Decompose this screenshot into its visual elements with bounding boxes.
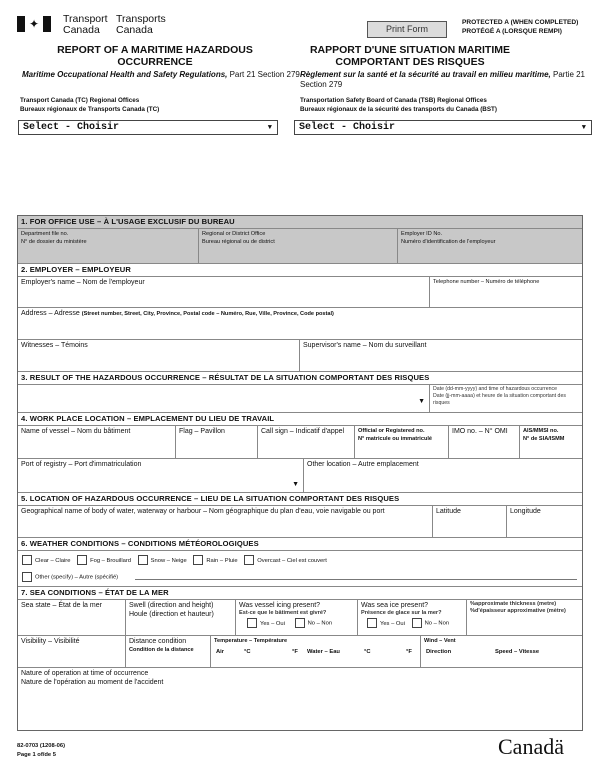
address-field[interactable]: Address – Adresse (Street number, Street, City, Province, Postal code – Numéro, Rue, Ville, Province, Code postal)	[18, 308, 582, 340]
water-temp-label: Water – Eau	[307, 649, 340, 655]
witnesses-field[interactable]: Witnesses – Témoins	[18, 340, 300, 371]
wind-speed-input[interactable]: Speed – Vitesse	[495, 649, 540, 655]
weather-other-option[interactable]: Other (specify) – Autre (spécifié)	[22, 572, 577, 582]
checkbox[interactable]	[138, 555, 148, 565]
sea-row-2	[18, 636, 582, 668]
tsb-offices-label: Transportation Safety Board of Canada (TSB) Regional Offices Bureaux régionaux de la sécurité des transports du Canada (BST)	[300, 97, 498, 113]
checkbox[interactable]	[244, 555, 254, 565]
regulation-en: Maritime Occupational Health and Safety Regulations, Part 21 Section 279	[22, 70, 300, 79]
tc-office-select[interactable]: Select - Choisir ▼	[18, 120, 278, 135]
print-form-button[interactable]: Print Form	[367, 21, 447, 38]
title-fr: RAPPORT D'UNE SITUATION MARITIME COMPORTANT DES RISQUES	[309, 44, 511, 68]
weather-clear-option[interactable]: Clear – Claire	[22, 558, 75, 564]
form-footer	[17, 742, 65, 760]
weather-row	[18, 551, 582, 587]
section-1-header: 1. FOR OFFICE USE – À L'USAGE EXCLUSIF DU BUREAU	[18, 216, 582, 229]
sea-ice-yes-checkbox[interactable]	[367, 618, 377, 628]
latitude-field[interactable]: Latitude	[433, 506, 507, 537]
page-indicator: Page 1 of/de 5	[17, 752, 56, 758]
report-form	[17, 215, 583, 731]
canada-wordmark-icon: Canadä	[498, 734, 564, 759]
regulation-fr: Règlement sur la santé et la sécurité au travail en milieu maritime, Partie 21 Section 279	[300, 70, 586, 89]
section-5-header: 5. LOCATION OF HAZARDOUS OCCURRENCE – LIEU DE LA SITUATION COMPORTANT DES RISQUES	[18, 493, 582, 506]
weather-rain-option[interactable]: Rain – Pluie	[193, 558, 242, 564]
wind-direction-input[interactable]: Direction	[426, 649, 452, 655]
witness-row	[18, 340, 582, 372]
air-fahrenheit-input[interactable]: °F	[292, 649, 298, 655]
port-of-registry-select[interactable]: Port of registry – Port d'immatriculation ▼	[18, 459, 304, 492]
form-number: 82-0703 (1208-06)	[17, 743, 66, 749]
port-row	[18, 459, 582, 493]
chevron-down-icon: ▼	[292, 481, 299, 488]
flag-field[interactable]: Flag – Pavillon	[176, 426, 258, 458]
ice-thickness-field[interactable]: %approximate thickness (metre) %d'épaisseur approximative (mètre)	[470, 601, 566, 614]
imo-number-field[interactable]: IMO no. – N° OMI	[449, 426, 520, 458]
visibility-field[interactable]: Visibility – Visibilité	[18, 636, 126, 667]
checkbox[interactable]	[193, 555, 203, 565]
section-2-header: 2. EMPLOYER – EMPLOYEUR	[18, 264, 582, 277]
weather-overcast-option[interactable]: Overcast – Ciel est couvert	[244, 558, 327, 564]
telephone-field[interactable]: Telephone number – Numéro de téléphone	[433, 279, 540, 285]
longitude-field[interactable]: Longitude	[510, 508, 541, 515]
icing-no-checkbox[interactable]	[295, 618, 305, 628]
employer-id-field[interactable]: Employer ID No. Numéro d'identification de l'employeur	[401, 231, 496, 245]
tc-offices-label: Transport Canada (TC) Regional Offices Bureaux régionaux de Transports Canada (TC)	[20, 97, 160, 113]
water-fahrenheit-input[interactable]: °F	[406, 649, 412, 655]
protected-notice: PROTECTED A (WHEN COMPLETED) PROTÉGÉ A (LORSQUE REMPI)	[462, 19, 579, 35]
air-celsius-input[interactable]: °C	[244, 649, 251, 655]
regional-office-field[interactable]: Regional or District Office Bureau régional ou de district	[199, 229, 398, 263]
chevron-down-icon: ▼	[418, 398, 425, 405]
employer-name-field[interactable]: Employer's name – Nom de l'employeur	[18, 277, 430, 307]
weather-snow-option[interactable]: Snow – Neige	[138, 558, 192, 564]
dept-name-en: Transport Canada	[63, 13, 108, 36]
section-1-row	[18, 229, 582, 264]
distance-condition-field[interactable]: Distance condition Condition de la distance	[126, 636, 211, 667]
chevron-down-icon: ▼	[267, 124, 272, 132]
weather-options	[22, 555, 327, 565]
geographical-name-field[interactable]: Geographical name of body of water, waterway or harbour – Nom géographique du plan d'eau, voie navigable ou port	[18, 506, 433, 537]
icing-yes-checkbox[interactable]	[247, 618, 257, 628]
sea-state-field[interactable]: Sea state – État de la mer	[18, 600, 126, 635]
wind-field: Wind – Vent Direction Speed – Vitesse	[424, 638, 540, 655]
checkbox[interactable]	[22, 555, 32, 565]
section-3-header: 3. RESULT OF THE HAZARDOUS OCCURRENCE – RÉSULTAT DE LA SITUATION COMPORTANT DES RISQUES	[18, 372, 582, 385]
vessel-icing-field: Was vessel icing present? Est-ce que le bâtiment est givré? Yes – Oui No – Non	[236, 600, 358, 635]
weather-fog-option[interactable]: Fog – Brouillard	[77, 558, 136, 564]
other-location-field[interactable]: Other location – Autre emplacement	[307, 461, 419, 468]
section-4-header: 4. WORK PLACE LOCATION – EMPLACEMENT DU LIEU DE TRAVAIL	[18, 413, 582, 426]
result-row	[18, 385, 582, 413]
checkbox[interactable]	[22, 572, 32, 582]
department-file-field[interactable]: Department file no. N° de dossier du ministère	[18, 229, 199, 263]
occurrence-date-field[interactable]: Date (dd-mm-yyyy) and time of hazardous occurrence Date (jj-mm-aaaa) et heure de la situation comportant des risques	[433, 386, 566, 406]
official-number-field[interactable]: Official or Registered no. N° matricule ou immatriculé	[355, 426, 449, 458]
sea-row-1	[18, 600, 582, 636]
sea-ice-field: Was sea ice present? Présence de glace sur la mer? Yes – Oui No – Non	[358, 600, 467, 635]
ais-mmsi-field[interactable]: AIS/MMSI no. N° de SIA/ISMM	[523, 428, 565, 442]
canada-flag-icon: ✦	[17, 16, 51, 32]
swell-field[interactable]: Swell (direction and height) Houle (direction et hauteur)	[126, 600, 236, 635]
title-en: REPORT OF A MARITIME HAZARDOUS OCCURRENCE	[57, 44, 253, 68]
supervisor-field[interactable]: Supervisor's name – Nom du surveillant	[303, 342, 427, 349]
vessel-name-field[interactable]: Name of vessel – Nom du bâtiment	[18, 426, 176, 458]
nature-of-operation-field[interactable]: Nature of operation at time of occurrence Nature de l'opération au moment de l'accident	[21, 670, 164, 686]
temperature-field: Temperature – Température Air °C °F Water – Eau °C °F	[211, 636, 421, 667]
call-sign-field[interactable]: Call sign – Indicatif d'appel	[258, 426, 355, 458]
tsb-office-select[interactable]: Select - Choisir ▼	[294, 120, 592, 135]
section-6-header: 6. WEATHER CONDITIONS – CONDITIONS MÉTÉOROLOGIQUES	[18, 538, 582, 551]
checkbox[interactable]	[77, 555, 87, 565]
result-select[interactable]	[18, 385, 430, 412]
water-celsius-input[interactable]: °C	[364, 649, 371, 655]
section-7-header: 7. SEA CONDITIONS – ÉTAT DE LA MER	[18, 587, 582, 600]
location-row	[18, 506, 582, 538]
chevron-down-icon: ▼	[581, 124, 586, 132]
other-specify-line[interactable]	[135, 579, 577, 580]
dept-name-fr: Transports Canada	[116, 13, 166, 36]
air-temp-label: Air	[216, 649, 225, 655]
sea-ice-no-checkbox[interactable]	[412, 618, 422, 628]
vessel-row	[18, 426, 582, 459]
employer-row	[18, 277, 582, 308]
